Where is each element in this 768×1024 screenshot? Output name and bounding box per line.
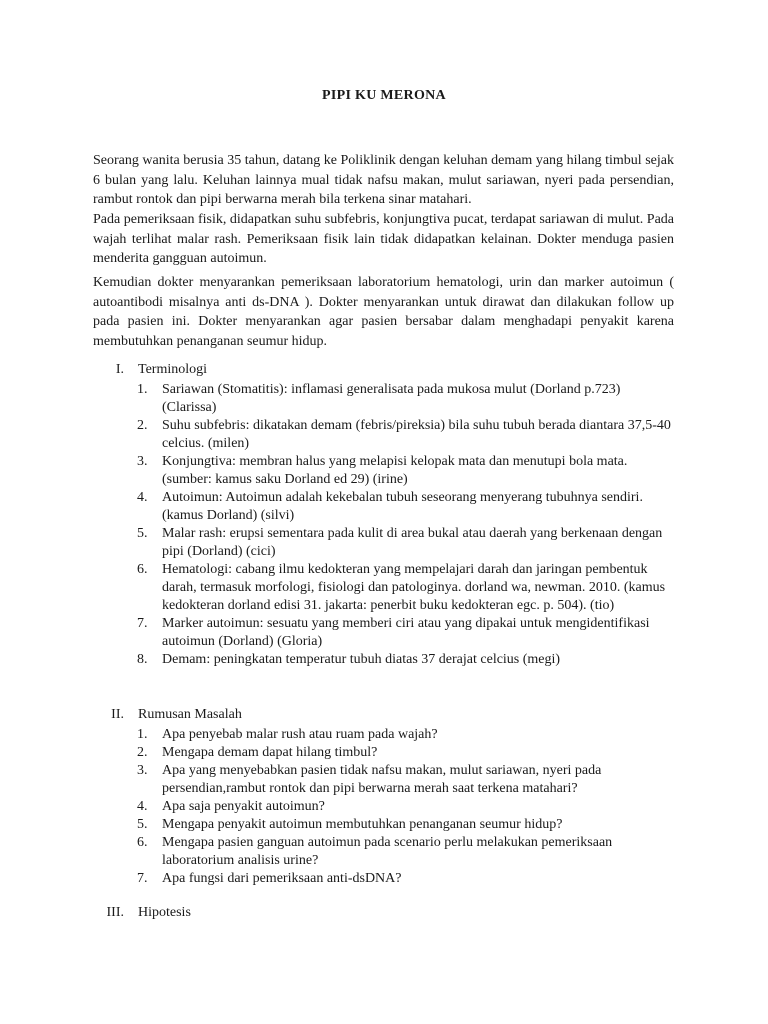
section-numeral: II.: [111, 707, 124, 722]
list-item: [80, 561, 676, 615]
list-item: [80, 381, 676, 417]
list-item: [80, 453, 676, 489]
section-title: Rumusan Masalah: [138, 707, 242, 722]
item-text: Apa penyebab malar rush atau ruam pada wajah?: [162, 727, 438, 742]
section-rumusan-masalah: [80, 706, 680, 888]
item-number: 7.: [137, 616, 148, 631]
list-item: [80, 744, 676, 762]
item-number: 3.: [137, 454, 148, 469]
item-number: 1.: [137, 727, 148, 742]
item-number: 8.: [137, 652, 148, 667]
scenario-paragraph-2: Pada pemeriksaan fisik, didapatkan suhu subfebris, konjungtiva pucat, terdapat sariawan di mulut. Pada wajah terlihat malar rash. Pemeriksaan fisik lain tidak didapatkan kelainan. Dokter menduga pasien menderita gangguan autoimun.: [93, 212, 674, 266]
section-title: Hipotesis: [138, 905, 191, 920]
item-text: Mengapa pasien ganguan autoimun pada scenario perlu melakukan pemeriksaan laboratorium analisis urine?: [162, 835, 613, 868]
list-item: [80, 489, 676, 525]
list-item: [80, 417, 676, 453]
document-title: PIPI KU MERONA: [322, 88, 446, 103]
problem-list: [80, 726, 680, 888]
item-text: Suhu subfebris: dikatakan demam (febris/pireksia) bila suhu tubuh berada diantara 37,5-40 celcius. (milen): [162, 418, 671, 451]
section-heading: [80, 361, 680, 381]
section-title: Terminologi: [138, 362, 208, 377]
item-number: 5.: [137, 817, 148, 832]
section-numeral: I.: [115, 362, 124, 377]
list-item: [80, 615, 676, 651]
section-numeral: III.: [106, 905, 124, 920]
item-number: 4.: [137, 490, 148, 505]
item-number: 4.: [137, 799, 148, 814]
list-item: [80, 816, 676, 834]
item-text: Mengapa demam dapat hilang timbul?: [162, 745, 378, 760]
list-item: [80, 798, 676, 816]
list-item: [80, 834, 676, 870]
section-heading: [80, 706, 680, 726]
scenario-paragraph-3: Kemudian dokter menyarankan pemeriksaan laboratorium hematologi, urin dan marker autoimun ( autoantibodi misalnya anti ds-DNA ). Dokter menyarankan untuk dirawat dan dilakukan follow up pada pasien ini. Dokter menyarankan agar pasien bersabar dalam menghadapi penyakit karena membutuhkan penanganan seumur hidup.: [93, 275, 674, 349]
list-item: [80, 651, 676, 669]
section-hipotesis: [80, 904, 680, 924]
item-number: 6.: [137, 562, 148, 577]
item-number: 1.: [137, 382, 148, 397]
list-item: [80, 726, 676, 744]
item-text: Hematologi: cabang ilmu kedokteran yang mempelajari darah dan jaringan pembentuk darah, termasuk morfologi, fisiologi dan patologinya. dorland wa, newman. 2010. (kamus kedokteran dorland edisi 31. jakarta: penerbit buku kedokteran egc. p. 504). (tio): [162, 562, 666, 613]
item-number: 2.: [137, 418, 148, 433]
item-text: Marker autoimun: sesuatu yang memberi ciri atau yang dipakai untuk mengidentifikasi autoimun (Dorland) (Gloria): [162, 616, 650, 649]
list-item: [80, 762, 676, 798]
item-text: Apa yang menyebabkan pasien tidak nafsu makan, mulut sariawan, nyeri pada persendian,rambut rontok dan pipi berwarna merah saat terkena matahari?: [162, 763, 602, 796]
item-text: Demam: peningkatan temperatur tubuh diatas 37 derajat celcius (megi): [162, 652, 561, 667]
list-item: [80, 525, 676, 561]
item-text: Mengapa penyakit autoimun membutuhkan penanganan seumur hidup?: [162, 817, 563, 832]
item-text: Konjungtiva: membran halus yang melapisi kelopak mata dan menutupi bola mata. (sumber: kamus saku Dorland ed 29) (irine): [162, 454, 628, 487]
item-text: Apa saja penyakit autoimun?: [162, 799, 325, 814]
section-heading: [80, 904, 680, 924]
item-number: 6.: [137, 835, 148, 850]
item-text: Apa fungsi dari pemeriksaan anti-dsDNA?: [162, 871, 402, 886]
item-number: 5.: [137, 526, 148, 541]
item-text: Malar rash: erupsi sementara pada kulit di area bukal atau daerah yang berkenaan dengan pipi (Dorland) (cici): [162, 526, 663, 559]
item-number: 3.: [137, 763, 148, 778]
item-number: 7.: [137, 871, 148, 886]
item-text: Autoimun: Autoimun adalah kekebalan tubuh seseorang menyerang tubuhnya sendiri. (kamus Dorland) (silvi): [162, 490, 643, 523]
terminology-list: [80, 381, 680, 669]
list-item: [80, 870, 676, 888]
section-terminologi: [80, 361, 680, 669]
item-text: Sariawan (Stomatitis): inflamasi generalisata pada mukosa mulut (Dorland p.723) (Clarissa): [162, 382, 621, 415]
item-number: 2.: [137, 745, 148, 760]
scenario-paragraph-1: Seorang wanita berusia 35 tahun, datang ke Poliklinik dengan keluhan demam yang hilang timbul sejak 6 bulan yang lalu. Keluhan lainnya mual tidak nafsu makan, mulut sariawan, nyeri pada persendian, rambut rontok dan pipi berwarna merah bila terkena sinar matahari.: [93, 153, 674, 207]
